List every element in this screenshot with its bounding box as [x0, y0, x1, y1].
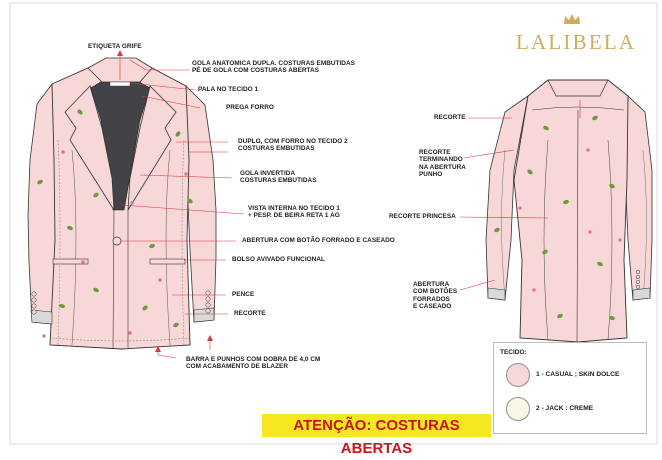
legend-title: TECIDO: — [500, 349, 527, 356]
label-pence: PENCE — [232, 291, 255, 298]
blazer-front-view — [28, 58, 216, 349]
label-abertura-botao: ABERTURA COM BOTÃO FORRADO E CASEADO — [242, 237, 395, 244]
label-recorte-princesa: RECORTE PRINCESA — [389, 213, 456, 220]
label-recorte-back: RECORTE — [434, 114, 466, 121]
label-gola-invertida: GOLA INVERTIDA COSTURAS EMBUTIDAS — [240, 170, 317, 185]
front-button — [113, 237, 121, 245]
front-sleeve-right — [186, 86, 216, 322]
label-etiqueta-grife: ETIQUETA GRIFE — [88, 43, 142, 50]
label-recorte-front: RECORTE — [234, 310, 266, 317]
back-body — [514, 80, 628, 342]
label-vista-interna: VISTA INTERNA NO TECIDO 1 + PESP. DE BEIRA RETA 1 AG — [248, 205, 340, 220]
legend-item-label: 2 - JACK : CREME — [536, 405, 594, 412]
back-sleeve-right — [625, 96, 652, 300]
label-abertura-botoes: ABERTURA COM BOTÕES FORRADOS E CASEADO — [413, 281, 458, 311]
brand-logo: LALIBELA — [516, 30, 637, 54]
label-bolso-avivado: BOLSO AVIVADO FUNCIONAL — [232, 256, 325, 263]
etiqueta-tag — [110, 82, 130, 86]
label-pala: PALA NO TECIDO 1 — [198, 86, 259, 93]
swatch-circle-icon — [506, 397, 530, 421]
label-barra-punhos: BARRA E PUNHOS COM DOBRA DE 4,0 CM COM ACABAMENTO DE BLAZER — [186, 356, 321, 371]
swatch-circle-icon — [506, 363, 530, 387]
crown-logo-icon — [563, 12, 581, 30]
label-prega-forro: PREGA FORRO — [226, 104, 274, 111]
label-recorte-terminando: RECORTE TERMINANDO NA ABERTURA PUNHO — [419, 149, 466, 179]
blazer-back-view — [486, 80, 652, 342]
fabric-legend — [493, 342, 647, 434]
label-duplo: DUPLO, COM FORRO NO TECIDO 2 COSTURAS EMBUTIDAS — [238, 138, 348, 153]
pocket-welt-right — [150, 259, 185, 264]
warning-banner: ATENÇÃO: COSTURAS ABERTAS — [262, 414, 491, 437]
legend-item-label: 1 - CASUAL ; SKIN DOLCE — [536, 371, 620, 378]
label-gola-anatomica: GOLA ANATOMICA DUPLA. COSTURAS EMBUTIDAS PÉ DE GOLA COM COSTURAS ABERTAS — [192, 60, 355, 75]
